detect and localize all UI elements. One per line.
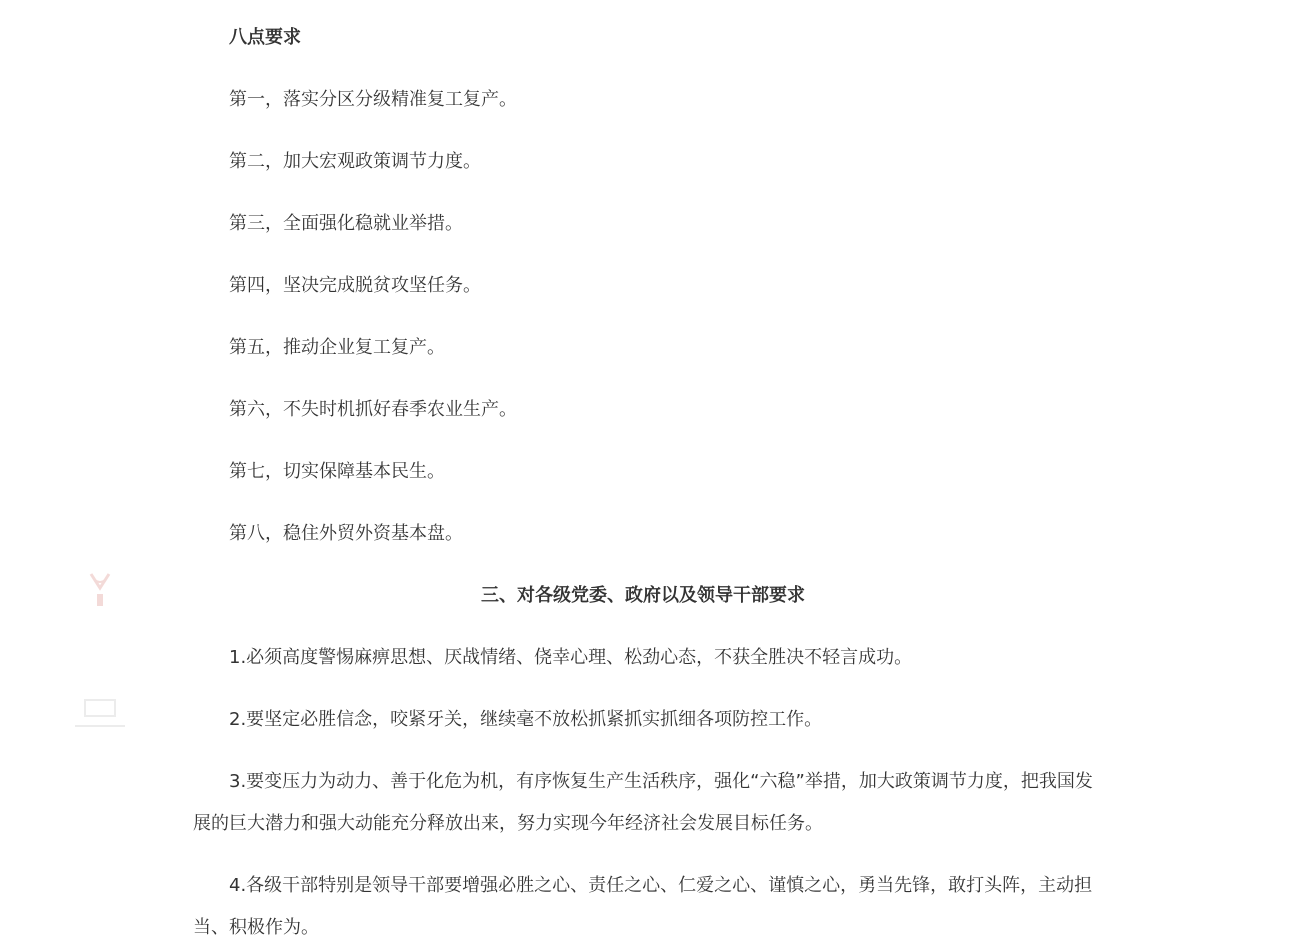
- demand-item: 2.要坚定必胜信念，咬紧牙关，继续毫不放松抓紧抓实抓细各项防控工作。: [229, 709, 823, 730]
- part-three-title: 三、对各级党委、政府以及领导干部要求: [481, 585, 805, 606]
- requirement-item: 第六，不失时机抓好春季农业生产。: [229, 399, 517, 420]
- section-heading: 八点要求: [229, 27, 301, 48]
- requirement-item: 第五，推动企业复工复产。: [229, 337, 445, 358]
- requirement-item: 第一，落实分区分级精准复工复产。: [229, 89, 517, 110]
- demand-item: 1.必须高度警惕麻痹思想、厌战情绪、侥幸心理、松劲心态，不获全胜决不轻言成功。: [229, 647, 913, 668]
- requirement-item: 第七，切实保障基本民生。: [229, 461, 445, 482]
- demand-item: 4.各级干部特别是领导干部要增强必胜之心、责任之心、仁爱之心、谨慎之心，勇当先锋，敢打头阵，主动担当、积极作为。: [193, 875, 1093, 938]
- demand-item: 3.要变压力为动力、善于化危为机，有序恢复生产生活秩序，强化“六稳”举措，加大政策调节力度，把我国发展的巨大潜力和强大动能充分释放出来，努力实现今年经济社会发展目标任务。: [193, 771, 1093, 834]
- requirement-item: 第八，稳住外贸外资基本盘。: [229, 523, 463, 544]
- requirement-item: 第三，全面强化稳就业举措。: [229, 213, 463, 234]
- requirement-item: 第四，坚决完成脱贫攻坚任务。: [229, 275, 481, 296]
- watermark-seal-icon: [55, 690, 145, 744]
- requirement-item: 第二，加大宏观政策调节力度。: [229, 151, 481, 172]
- watermark-logo-icon: [55, 566, 145, 620]
